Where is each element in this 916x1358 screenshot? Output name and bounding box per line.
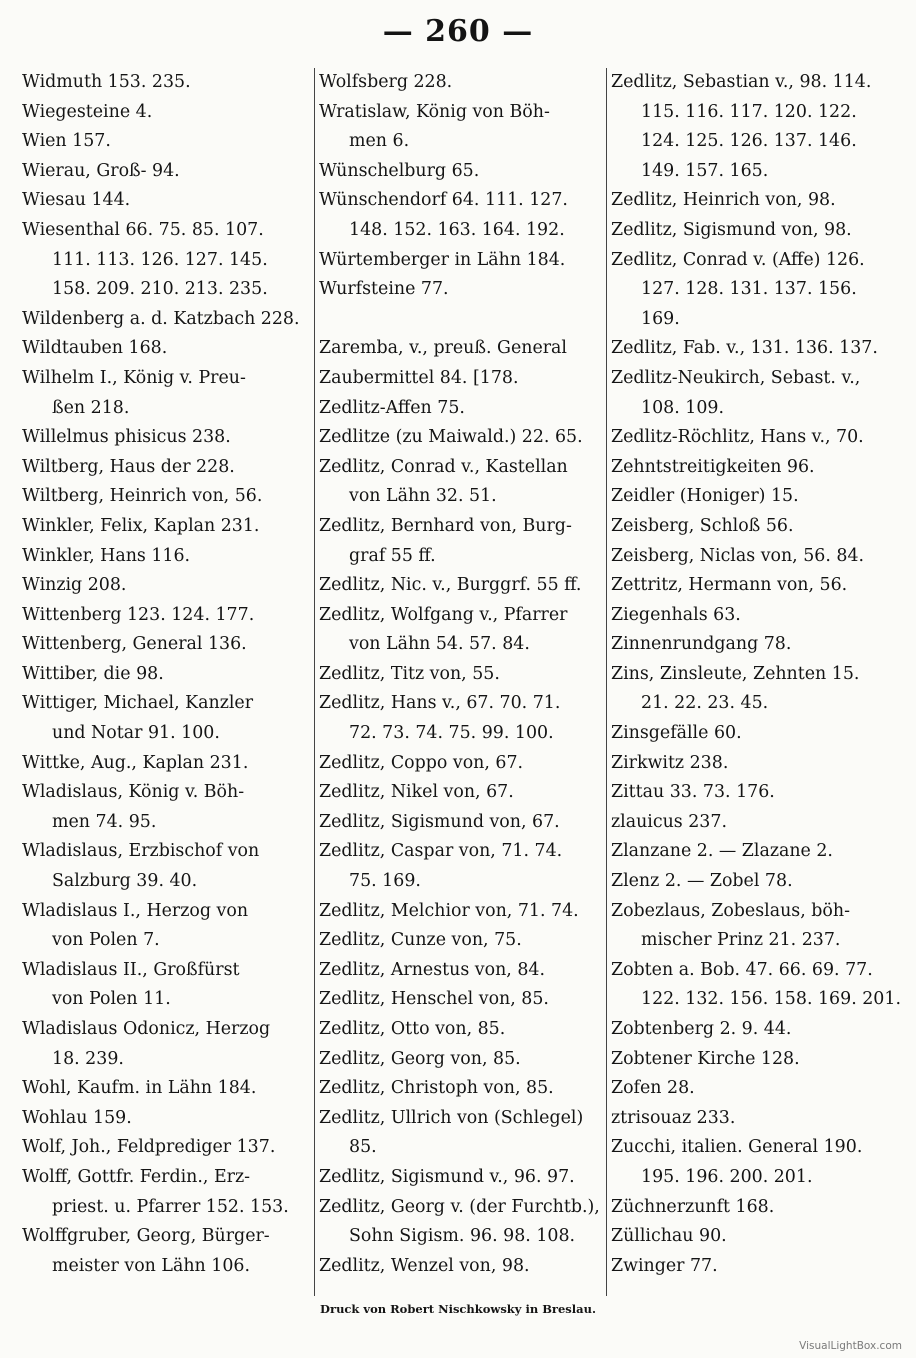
index-entry: priest. u. Pfarrer 152. 153. bbox=[52, 1196, 289, 1217]
index-entry: Zaubermittel 84. [178. bbox=[319, 367, 519, 388]
index-entry: Zedlitz, Wolfgang v., Pfarrer bbox=[319, 604, 568, 625]
index-entry: Wurfsteine 77. bbox=[319, 279, 449, 300]
index-entry: Zedlitz-Neukirch, Sebast. v., bbox=[611, 367, 861, 388]
index-entry: 108. 109. bbox=[641, 397, 724, 418]
index-entry: Zeidler (Honiger) 15. bbox=[611, 486, 799, 507]
index-entry: Wittenberg 123. 124. 177. bbox=[22, 604, 255, 625]
index-entry: Züllichau 90. bbox=[611, 1226, 727, 1247]
index-entry: Zaremba, v., preuß. General bbox=[319, 338, 567, 359]
index-entry: von Lähn 32. 51. bbox=[349, 486, 497, 507]
index-entry: 21. 22. 23. 45. bbox=[641, 693, 769, 714]
index-entry: Zedlitz, Melchior von, 71. 74. bbox=[319, 900, 579, 921]
index-entry: Wohlau 159. bbox=[22, 1107, 132, 1128]
index-entry: Wildenberg a. d. Katzbach 228. bbox=[22, 308, 300, 329]
index-entry: Zobezlaus, Zobeslaus, böh- bbox=[611, 900, 850, 921]
index-entry: Zedlitz, Caspar von, 71. 74. bbox=[319, 841, 563, 862]
index-entry: 195. 196. 200. 201. bbox=[641, 1166, 813, 1187]
index-entry: Wittiber, die 98. bbox=[22, 663, 164, 684]
index-entry: Wladislaus II., Großfürst bbox=[22, 959, 240, 980]
index-entry: 75. 169. bbox=[349, 871, 421, 892]
index-column-1 bbox=[22, 68, 314, 1281]
index-entry: Sohn Sigism. 96. 98. 108. bbox=[349, 1226, 576, 1247]
index-entry: 127. 128. 131. 137. 156. bbox=[641, 279, 857, 300]
index-entry: Zobtenberg 2. 9. 44. bbox=[611, 1019, 792, 1039]
index-entry: Wittke, Aug., Kaplan 231. bbox=[22, 752, 249, 773]
index-entry: Wierau, Groß- 94. bbox=[22, 160, 180, 181]
index-entry: Würtemberger in Lähn 184. bbox=[319, 249, 566, 270]
index-entry: Zedlitz, Nic. v., Burggrf. 55 ff. bbox=[319, 575, 582, 596]
index-entry: und Notar 91. 100. bbox=[52, 723, 220, 744]
index-entry: Zedlitz, Sigismund von, 98. bbox=[611, 219, 852, 240]
index-entry: Zedlitz, Heinrich von, 98. bbox=[611, 190, 836, 211]
index-entry: Zehntstreitigkeiten 96. bbox=[611, 456, 815, 477]
index-entry: Wiesau 144. bbox=[22, 190, 131, 211]
index-entry: Wilhelm I., König v. Preu- bbox=[22, 367, 246, 388]
index-entry: 85. bbox=[349, 1137, 377, 1158]
index-entry: Wolf, Joh., Feldprediger 137. bbox=[22, 1137, 276, 1158]
index-entry: Zlanzane 2. — Zlazane 2. bbox=[611, 841, 833, 862]
index-entry: Zeisberg, Niclas von, 56. 84. bbox=[611, 545, 865, 566]
index-entry: Zedlitz, Conrad v., Kastellan bbox=[319, 456, 568, 477]
index-entry: Zins, Zinsleute, Zehnten 15. bbox=[611, 663, 860, 684]
index-entry: 169. bbox=[641, 308, 680, 329]
index-entry bbox=[319, 305, 609, 335]
index-entry: Wladislaus I., Herzog von bbox=[22, 900, 249, 921]
index-entry: Wien 157. bbox=[22, 131, 111, 152]
index-entry: Zedlitz, Coppo von, 67. bbox=[319, 752, 524, 773]
index-column-2 bbox=[314, 68, 609, 1296]
index-entry: Salzburg 39. 40. bbox=[52, 871, 198, 892]
index-entry: Zedlitze (zu Maiwald.) 22. 65. bbox=[319, 427, 583, 448]
index-entry: von Lähn 54. 57. 84. bbox=[349, 634, 530, 655]
index-entry: Zedlitz, Bernhard von, Burg- bbox=[319, 515, 572, 536]
printer-imprint: Druck von Robert Nischkowsky in Breslau. bbox=[320, 1302, 596, 1316]
index-entry: Zedlitz, Otto von, 85. bbox=[319, 1019, 506, 1039]
index-entry: Zedlitz-Röchlitz, Hans v., 70. bbox=[611, 427, 864, 448]
index-entry: Zedlitz, Titz von, 55. bbox=[319, 663, 500, 684]
index-entry: Zedlitz, Cunze von, 75. bbox=[319, 930, 522, 951]
index-entry: 115. 116. 117. 120. 122. bbox=[641, 101, 857, 122]
index-entry: Zedlitz, Fab. v., 131. 136. 137. bbox=[611, 338, 878, 359]
index-entry: Zofen 28. bbox=[611, 1078, 695, 1099]
index-entry: Wiegesteine 4. bbox=[22, 101, 153, 122]
index-entry: Wünschelburg 65. bbox=[319, 160, 480, 181]
index-entry: 122. 132. 156. 158. 169. 201. bbox=[641, 989, 901, 1010]
index-entry: Zeisberg, Schloß 56. bbox=[611, 515, 794, 536]
index-entry: graf 55 ff. bbox=[349, 545, 436, 566]
index-entry: 124. 125. 126. 137. 146. bbox=[641, 131, 857, 152]
index-entry: Wohl, Kaufm. in Lähn 184. bbox=[22, 1078, 257, 1099]
index-entry: Wiltberg, Haus der 228. bbox=[22, 456, 235, 477]
index-entry: mischer Prinz 21. 237. bbox=[641, 930, 841, 951]
index-entry: Zedlitz, Sigismund v., 96. 97. bbox=[319, 1166, 575, 1187]
index-entry: Zedlitz, Conrad v. (Affe) 126. bbox=[611, 249, 865, 270]
index-entry: Zedlitz, Ullrich von (Schlegel) bbox=[319, 1107, 584, 1128]
index-entry: 111. 113. 126. 127. 145. bbox=[52, 249, 268, 270]
index-entry: Wladislaus, Erzbischof von bbox=[22, 841, 260, 862]
index-entry: Zedlitz, Christoph von, 85. bbox=[319, 1078, 554, 1099]
index-entry: Zobten a. Bob. 47. 66. 69. 77. bbox=[611, 959, 873, 980]
index-entry: Wolfsberg 228. bbox=[319, 72, 453, 92]
index-entry: von Polen 7. bbox=[52, 930, 160, 951]
index-entry: Zirkwitz 238. bbox=[611, 752, 729, 773]
index-entry: ßen 218. bbox=[52, 397, 130, 418]
index-column-3 bbox=[606, 68, 903, 1296]
index-entry: Zwinger 77. bbox=[611, 1255, 718, 1276]
index-entry: Zedlitz, Arnestus von, 84. bbox=[319, 959, 545, 980]
index-entry: Zedlitz-Affen 75. bbox=[319, 397, 465, 418]
index-entry: zlauicus 237. bbox=[611, 811, 727, 832]
index-entry: Zinnenrundgang 78. bbox=[611, 634, 792, 655]
index-entry: Zucchi, italien. General 190. bbox=[611, 1137, 863, 1158]
index-entry: 158. 209. 210. 213. 235. bbox=[52, 279, 268, 300]
index-entry: 148. 152. 163. 164. 192. bbox=[349, 219, 565, 240]
index-entry: Wittenberg, General 136. bbox=[22, 634, 247, 655]
index-entry: Wolff, Gottfr. Ferdin., Erz- bbox=[22, 1166, 250, 1187]
index-entry: Wiltberg, Heinrich von, 56. bbox=[22, 486, 263, 507]
index-entry: Willelmus phisicus 238. bbox=[22, 427, 231, 448]
index-entry: Zedlitz, Hans v., 67. 70. 71. bbox=[319, 693, 561, 714]
index-entry: Zedlitz, Georg v. (der Furchtb.), bbox=[319, 1196, 600, 1217]
index-entry: ztrisouaz 233. bbox=[611, 1107, 736, 1128]
index-entry: Widmuth 153. 235. bbox=[22, 72, 191, 92]
index-entry: meister von Lähn 106. bbox=[52, 1255, 250, 1276]
index-entry: 149. 157. 165. bbox=[641, 160, 769, 181]
index-entry: Zedlitz, Sebastian v., 98. 114. bbox=[611, 72, 872, 92]
index-entry: Winkler, Felix, Kaplan 231. bbox=[22, 515, 260, 536]
index-entry: Zettritz, Hermann von, 56. bbox=[611, 575, 848, 596]
index-entry: Züchnerzunft 168. bbox=[611, 1196, 775, 1217]
index-entry: Zedlitz, Georg von, 85. bbox=[319, 1048, 521, 1069]
index-entry: men 6. bbox=[349, 131, 410, 152]
index-entry: Ziegenhals 63. bbox=[611, 604, 741, 625]
index-entry: Wladislaus, König v. Böh- bbox=[22, 782, 245, 803]
index-entry: Zedlitz, Nikel von, 67. bbox=[319, 782, 514, 803]
index-entry: men 74. 95. bbox=[52, 811, 157, 832]
index-entry: 18. 239. bbox=[52, 1048, 124, 1069]
page-number: — 260 — bbox=[382, 14, 534, 49]
index-entry: Wolffgruber, Georg, Bürger- bbox=[22, 1226, 270, 1247]
index-entry: Zobtener Kirche 128. bbox=[611, 1048, 800, 1069]
index-entry: Zittau 33. 73. 176. bbox=[611, 782, 775, 803]
index-columns bbox=[22, 68, 906, 1306]
index-entry: Wünschendorf 64. 111. 127. bbox=[319, 190, 568, 211]
index-entry: 72. 73. 74. 75. 99. 100. bbox=[349, 723, 554, 744]
index-entry: Winzig 208. bbox=[22, 575, 127, 596]
index-entry: Zedlitz, Sigismund von, 67. bbox=[319, 811, 560, 832]
index-entry: Wildtauben 168. bbox=[22, 338, 168, 359]
index-entry: Zlenz 2. — Zobel 78. bbox=[611, 871, 793, 892]
index-entry: Zedlitz, Henschel von, 85. bbox=[319, 989, 549, 1010]
index-entry: Wratislaw, König von Böh- bbox=[319, 101, 550, 122]
index-entry: Wittiger, Michael, Kanzler bbox=[22, 693, 254, 714]
index-entry: Wladislaus Odonicz, Herzog bbox=[22, 1019, 271, 1039]
index-entry: Winkler, Hans 116. bbox=[22, 545, 191, 566]
index-entry: von Polen 11. bbox=[52, 989, 171, 1010]
index-entry: Wiesenthal 66. 75. 85. 107. bbox=[22, 219, 264, 240]
watermark: VisualLightBox.com bbox=[799, 1340, 902, 1352]
index-entry: Zedlitz, Wenzel von, 98. bbox=[319, 1255, 530, 1276]
index-entry: Zinsgefälle 60. bbox=[611, 723, 742, 744]
